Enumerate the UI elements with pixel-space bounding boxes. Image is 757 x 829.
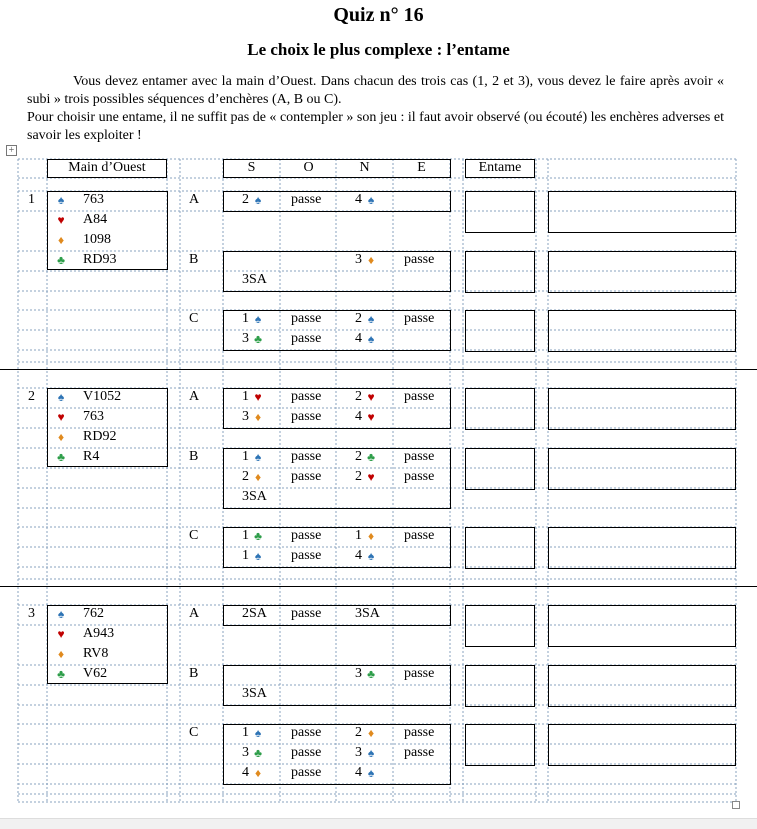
- sequence-label: C: [189, 528, 199, 543]
- heart-icon: ♥: [57, 410, 65, 424]
- bid: 2: [355, 389, 362, 404]
- bid: 3SA: [242, 489, 267, 504]
- hand-clubs: R4: [83, 449, 100, 464]
- club-icon: ♣: [254, 746, 262, 760]
- comment-box[interactable]: [548, 724, 736, 766]
- sequence-label: B: [189, 666, 199, 681]
- bid: 3SA: [242, 686, 267, 701]
- hand-spades: V1052: [83, 389, 122, 404]
- sequence-label: B: [189, 449, 199, 464]
- lead-answer-box[interactable]: [465, 605, 535, 647]
- bid: 3: [355, 666, 362, 681]
- spade-icon: ♠: [367, 332, 375, 346]
- diamond-icon: ♦: [254, 410, 262, 424]
- diamond-icon: ♦: [57, 233, 65, 247]
- diamond-icon: ♦: [57, 430, 65, 444]
- comment-box[interactable]: [548, 605, 736, 647]
- club-icon: ♣: [367, 450, 375, 464]
- bid: 3: [242, 409, 249, 424]
- bid: 4: [355, 331, 362, 346]
- hand-spades: 762: [83, 606, 104, 621]
- spade-icon: ♠: [254, 312, 262, 326]
- hand-diamonds: RD92: [83, 429, 117, 444]
- spade-icon: ♠: [367, 746, 375, 760]
- heart-icon: ♥: [367, 390, 375, 404]
- comment-box[interactable]: [548, 448, 736, 490]
- bid-header-e: E: [417, 160, 426, 175]
- club-icon: ♣: [254, 529, 262, 543]
- lead-answer-box[interactable]: [465, 665, 535, 707]
- comment-box[interactable]: [548, 665, 736, 707]
- lead-answer-box[interactable]: [465, 527, 535, 569]
- spade-icon: ♠: [254, 549, 262, 563]
- spade-icon: ♠: [367, 312, 375, 326]
- lead-answer-box[interactable]: [465, 191, 535, 233]
- diamond-icon: ♦: [57, 647, 65, 661]
- quiz-number: 2: [28, 389, 35, 404]
- bid: passe: [404, 389, 435, 404]
- bid: passe: [291, 449, 322, 464]
- spade-icon: ♠: [254, 450, 262, 464]
- comment-box[interactable]: [548, 191, 736, 233]
- bid: 2: [242, 469, 249, 484]
- bid: passe: [291, 725, 322, 740]
- bid: passe: [291, 192, 322, 207]
- bid: 3SA: [242, 272, 267, 287]
- bid: passe: [404, 528, 435, 543]
- bid-header-s: S: [247, 160, 256, 175]
- bid: 4: [355, 409, 362, 424]
- table-resize-handle-icon[interactable]: [732, 801, 740, 809]
- bid: 4: [242, 765, 249, 780]
- diamond-icon: ♦: [367, 726, 375, 740]
- sequence-label: B: [189, 252, 199, 267]
- hand-hearts: 763: [83, 409, 104, 424]
- bid: passe: [404, 725, 435, 740]
- bid: passe: [404, 666, 435, 681]
- comment-box[interactable]: [548, 251, 736, 293]
- sequence-label: A: [189, 192, 200, 207]
- bid: 1: [242, 449, 249, 464]
- quiz-number: 1: [28, 192, 35, 207]
- page-subtitle: Le choix le plus complexe : l’entame: [247, 40, 510, 59]
- bid: 1: [242, 389, 249, 404]
- lead-answer-box[interactable]: [465, 724, 535, 766]
- bid: 2: [355, 311, 362, 326]
- hand-diamonds: 1098: [83, 232, 111, 247]
- diamond-icon: ♦: [367, 529, 375, 543]
- table-move-handle-icon[interactable]: +: [6, 145, 17, 156]
- bid: 1: [242, 725, 249, 740]
- bid: passe: [291, 528, 322, 543]
- bid: passe: [291, 311, 322, 326]
- bid: passe: [291, 548, 322, 563]
- bid: passe: [404, 449, 435, 464]
- spade-icon: ♠: [254, 193, 262, 207]
- spade-icon: ♠: [57, 193, 65, 207]
- comment-box[interactable]: [548, 527, 736, 569]
- hand-diamonds: RV8: [83, 646, 109, 661]
- quiz-number: 3: [28, 606, 35, 621]
- intro-paragraph-2: Pour choisir une entame, il ne suffit pas de « contempler » son jeu : il faut avoir observé (ou écouté) les enchères adverses et savoir les exploiter !: [27, 110, 724, 143]
- heart-icon: ♥: [254, 390, 262, 404]
- bid: 3: [355, 745, 362, 760]
- comment-box[interactable]: [548, 310, 736, 352]
- bid: 1: [242, 311, 249, 326]
- spade-icon: ♠: [367, 193, 375, 207]
- quiz-separator: [0, 369, 757, 370]
- bid: passe: [291, 389, 322, 404]
- club-icon: ♣: [57, 667, 65, 681]
- bid: 2: [355, 725, 362, 740]
- bid: passe: [291, 469, 322, 484]
- hand-header: Main d’Ouest: [68, 160, 146, 175]
- bid: 1: [242, 548, 249, 563]
- spade-icon: ♠: [57, 390, 65, 404]
- bid: 2: [242, 192, 249, 207]
- bid: passe: [291, 331, 322, 346]
- hand-clubs: V62: [83, 666, 108, 681]
- spade-icon: ♠: [57, 607, 65, 621]
- intro-paragraph-1: Vous devez entamer avec la main d’Ouest. Dans chacun des trois cas (1, 2 et 3), vous devez le faire après avoir « subi » trois possibles séquences d’enchères (A, B ou C).: [27, 74, 724, 107]
- bid: passe: [291, 606, 322, 621]
- bid: passe: [404, 311, 435, 326]
- diamond-icon: ♦: [254, 470, 262, 484]
- bid: 2: [355, 469, 362, 484]
- bid: passe: [291, 765, 322, 780]
- club-icon: ♣: [254, 332, 262, 346]
- bid: passe: [404, 745, 435, 760]
- lead-answer-box[interactable]: [465, 388, 535, 430]
- hand-spades: 763: [83, 192, 104, 207]
- page-title: Quiz n° 16: [333, 4, 424, 26]
- bid: 3: [355, 252, 362, 267]
- bid-header-o: O: [303, 160, 314, 175]
- club-icon: ♣: [57, 253, 65, 267]
- bid: passe: [291, 409, 322, 424]
- bid: 4: [355, 192, 362, 207]
- hand-hearts: A84: [83, 212, 108, 227]
- heart-icon: ♥: [367, 410, 375, 424]
- lead-header: Entame: [478, 160, 522, 175]
- bid: 2: [355, 449, 362, 464]
- spade-icon: ♠: [367, 766, 375, 780]
- bid: passe: [404, 252, 435, 267]
- bid: 3: [242, 745, 249, 760]
- sequence-label: A: [189, 606, 200, 621]
- heart-icon: ♥: [367, 470, 375, 484]
- sequence-label: C: [189, 311, 199, 326]
- hand-clubs: RD93: [83, 252, 117, 267]
- spade-icon: ♠: [367, 549, 375, 563]
- quiz-separator: [0, 586, 757, 587]
- lead-answer-box[interactable]: [465, 251, 535, 293]
- bid: 1: [355, 528, 362, 543]
- comment-box[interactable]: [548, 388, 736, 430]
- lead-answer-box[interactable]: [465, 448, 535, 490]
- heart-icon: ♥: [57, 213, 65, 227]
- bid: 2SA: [242, 606, 267, 621]
- hand-hearts: A943: [83, 626, 115, 641]
- bid: 4: [355, 548, 362, 563]
- club-icon: ♣: [367, 667, 375, 681]
- status-strip: [0, 818, 757, 829]
- bid: 4: [355, 765, 362, 780]
- bid: passe: [404, 469, 435, 484]
- spade-icon: ♠: [254, 726, 262, 740]
- bid: 1: [242, 528, 249, 543]
- heart-icon: ♥: [57, 627, 65, 641]
- diamond-icon: ♦: [254, 766, 262, 780]
- bid: passe: [291, 745, 322, 760]
- bid-header-n: N: [359, 160, 370, 175]
- bid: 3SA: [355, 606, 380, 621]
- sequence-label: C: [189, 725, 199, 740]
- diamond-icon: ♦: [367, 253, 375, 267]
- club-icon: ♣: [57, 450, 65, 464]
- sequence-label: A: [189, 389, 200, 404]
- lead-answer-box[interactable]: [465, 310, 535, 352]
- bid: 3: [242, 331, 249, 346]
